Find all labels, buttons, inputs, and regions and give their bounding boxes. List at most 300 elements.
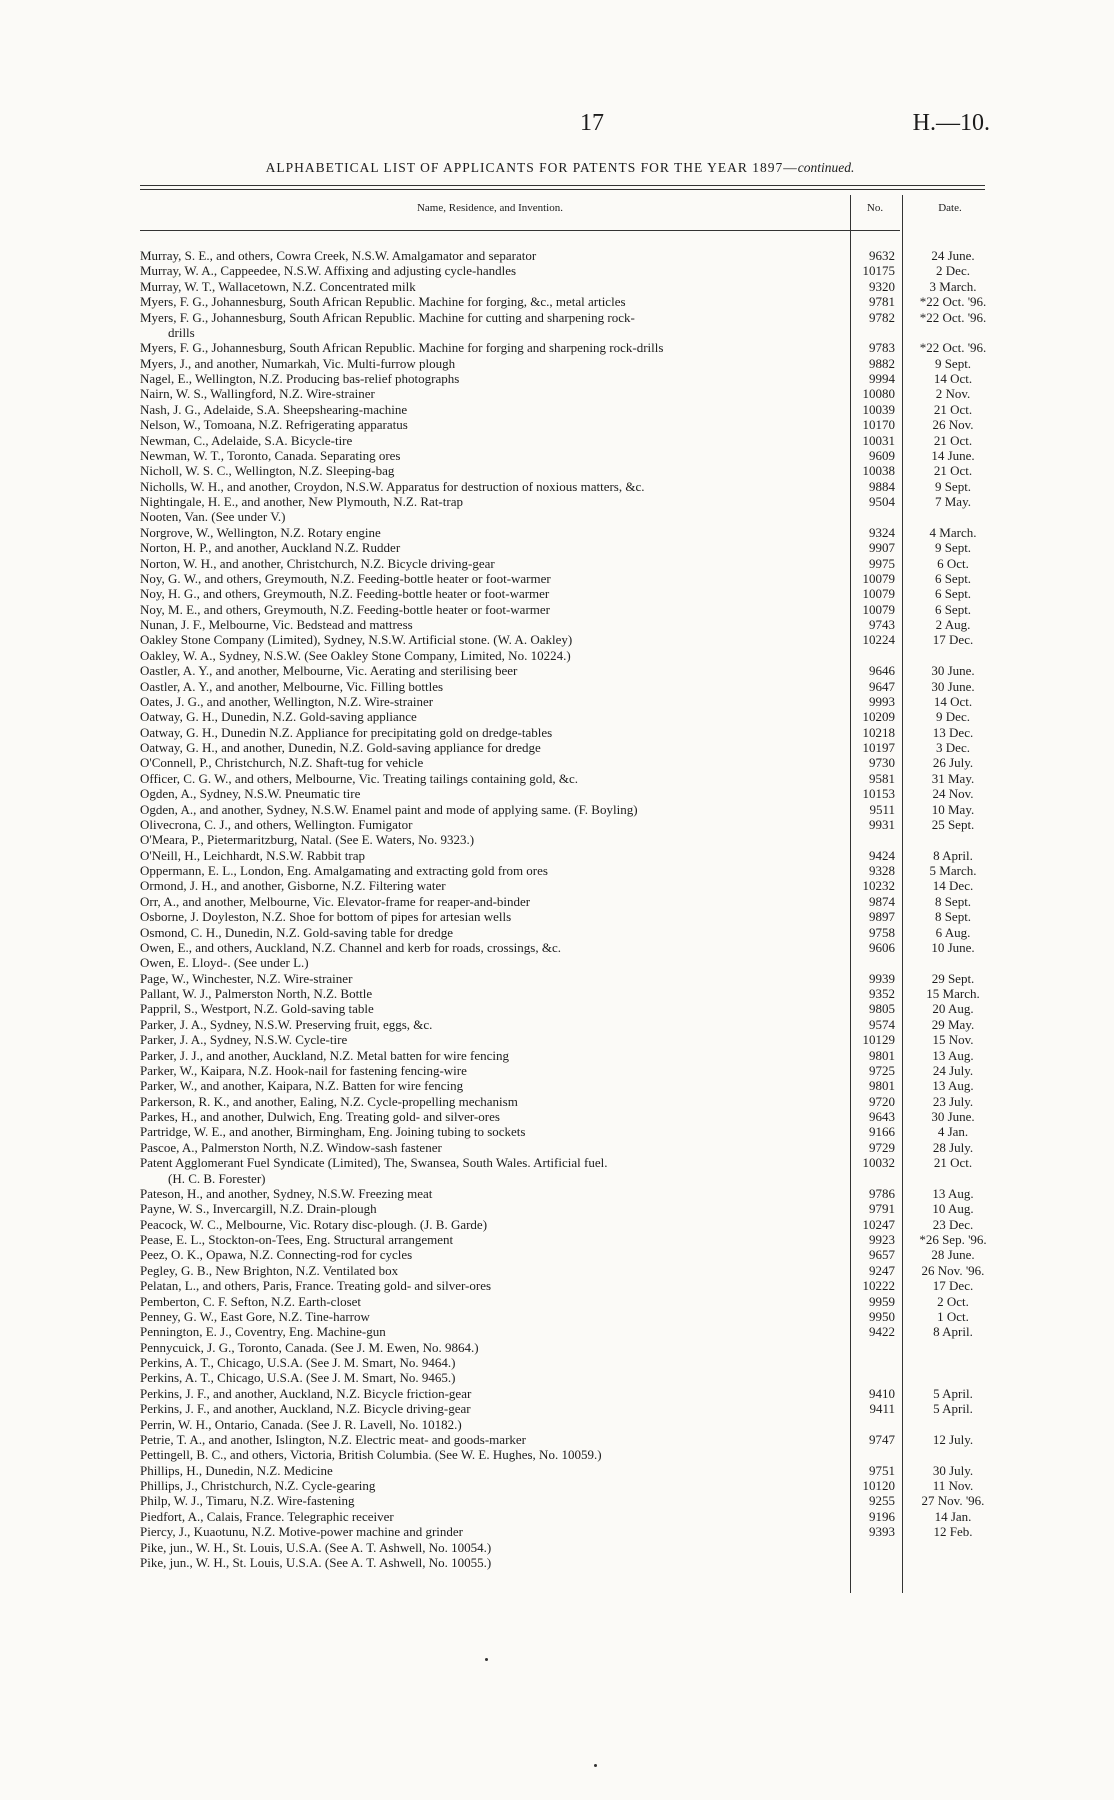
entry-date: 8 April. [933, 1324, 973, 1340]
list-item [140, 433, 1000, 448]
entry-text: Ormond, J. H., and another, Gisborne, N.Z. Filtering water [140, 878, 446, 894]
list-item [140, 1247, 1000, 1262]
entry-text: Nash, J. G., Adelaide, S.A. Sheepshearing-machine [140, 401, 408, 417]
entry-text: Murray, W. A., Cappeedee, N.S.W. Affixing and adjusting cycle-handles [140, 263, 517, 279]
entry-text: Oatway, G. H., and another, Dunedin, N.Z. Gold-saving appliance for dredge [140, 740, 541, 755]
header-rule-top [140, 185, 985, 186]
entry-date: 30 July. [932, 1462, 974, 1478]
page-mark [594, 1764, 597, 1767]
list-item [140, 1263, 1000, 1278]
list-item [140, 1340, 1000, 1355]
list-item [140, 1186, 1000, 1201]
entry-date: 14 Jan. [934, 1508, 972, 1524]
list-item [140, 602, 1000, 617]
entry-date: 15 Nov. [932, 1032, 974, 1048]
list-item [140, 556, 1000, 571]
list-item [140, 1001, 1000, 1016]
document-code: H.—10. [912, 110, 990, 136]
entry-number: 10175 [862, 263, 895, 279]
entry-text: Pike, jun., W. H., St. Louis, U.S.A. (See A. T. Ashwell, No. 10055.) [140, 1554, 492, 1570]
entry-date: 6 Sept. [934, 570, 972, 586]
entry-text: Noy, M. E., and others, Greymouth, N.Z. Feeding-bottle heater or foot-warmer [140, 601, 550, 617]
list-item [140, 417, 1000, 432]
entry-number: 9994 [869, 371, 895, 386]
list-item [140, 986, 1000, 1001]
entry-number: 9939 [869, 970, 895, 986]
header-rule-top-double [140, 189, 985, 190]
entry-number: 9783 [869, 340, 895, 356]
entry-date: 2 Oct. [937, 1293, 969, 1309]
entry-text: (H. C. B. Forester) [168, 1170, 266, 1186]
entry-text: Pallant, W. J., Palmerston North, N.Z. Bottle [140, 986, 373, 1001]
entry-date: 15 March. [926, 986, 980, 1001]
list-item [140, 1555, 1000, 1570]
list-item [140, 1478, 1000, 1493]
entry-date: *22 Oct. '96. [919, 294, 987, 310]
entry-text: Osborne, J. Doyleston, N.Z. Shoe for bottom of pipes for artesian wells [140, 909, 512, 925]
entry-number: 9328 [869, 863, 895, 878]
entry-number: 9801 [869, 1078, 895, 1094]
entry-text: Pettingell, B. C., and others, Victoria, British Columbia. (See W. E. Hughes, No. 10059.) [140, 1447, 602, 1463]
entry-date: 21 Oct. [933, 401, 973, 417]
entry-text: Perkins, J. F., and another, Auckland, N.Z. Bicycle driving-gear [140, 1401, 471, 1417]
list-item [140, 663, 1000, 678]
list-item [140, 1432, 1000, 1447]
entry-number: 9923 [869, 1232, 895, 1247]
list-item [140, 1401, 1000, 1416]
list-item [140, 1017, 1000, 1032]
column-header-name: Name, Residence, and Invention. [416, 202, 563, 214]
entry-date: *22 Oct. '96. [919, 309, 987, 325]
list-item [140, 571, 1000, 586]
entry-date: 9 Sept. [934, 478, 972, 494]
entry-text: Philp, W. J., Timaru, N.Z. Wire-fastening [140, 1493, 355, 1509]
page-title [140, 160, 980, 176]
entry-date: 3 Dec. [936, 740, 970, 755]
entry-text: Nairn, W. S., Wallingford, N.Z. Wire-strainer [140, 386, 375, 402]
list-item [140, 540, 1000, 555]
entry-text: Pemberton, C. F. Sefton, N.Z. Earth-closet [140, 1293, 362, 1309]
entry-date: 14 Oct. [933, 371, 973, 386]
list-item [140, 632, 1000, 647]
entry-text: Orr, A., and another, Melbourne, Vic. Elevator-frame for reaper-and-binder [140, 893, 531, 909]
list-item [140, 310, 1000, 325]
entry-number: 10218 [862, 724, 895, 740]
entry-number: 9574 [869, 1016, 895, 1032]
list-item [140, 1355, 1000, 1370]
entry-text: Oastler, A. Y., and another, Melbourne, Vic. Aerating and sterilising beer [140, 663, 518, 679]
entry-text: Myers, F. G., Johannesburg, South African Republic. Machine for cutting and sharpening rock- [140, 309, 635, 325]
entry-number: 9884 [869, 478, 895, 494]
entry-number: 9720 [869, 1093, 895, 1109]
entry-text: drills [168, 324, 195, 340]
entry-text: Nooten, Van. (See under V.) [140, 509, 286, 525]
entry-text: Norton, W. H., and another, Christchurch, N.Z. Bicycle driving-gear [140, 555, 495, 571]
list-item [140, 1109, 1000, 1124]
entry-date: 30 June. [931, 663, 975, 679]
list-item [140, 694, 1000, 709]
entry-number: 10170 [862, 417, 895, 433]
list-item [140, 1463, 1000, 1478]
entry-number: 9166 [869, 1124, 895, 1140]
entry-date: 26 July. [932, 755, 974, 771]
list-item [140, 463, 1000, 478]
entry-number: 9411 [869, 1401, 895, 1417]
entry-date: 12 July. [932, 1431, 974, 1447]
entry-date: 30 June. [931, 678, 975, 694]
entry-text: Ogden, A., and another, Sydney, N.S.W. Enamel paint and mode of applying same. (F. Boyling) [140, 801, 638, 817]
entry-text: Parker, W., Kaipara, N.Z. Hook-nail for fastening fencing-wire [140, 1062, 467, 1078]
entry-number: 9511 [869, 801, 895, 817]
list-item [140, 679, 1000, 694]
entry-date: 6 Oct. [937, 555, 969, 571]
entry-number: 9581 [869, 770, 895, 786]
entry-date: 13 Aug. [932, 1078, 974, 1094]
entry-date: 9 Dec. [936, 709, 970, 725]
entry-number: 10039 [862, 401, 895, 417]
list-item [140, 894, 1000, 909]
entry-date: 26 Nov. [932, 417, 974, 433]
entry-number: 9758 [869, 924, 895, 940]
entry-date: 13 Dec. [932, 724, 974, 740]
list-item [140, 1032, 1000, 1047]
entry-date: 17 Dec. [932, 632, 974, 648]
entry-text: Peacock, W. C., Melbourne, Vic. Rotary disc-plough. (J. B. Garde) [140, 1216, 488, 1232]
list-item [140, 1124, 1000, 1139]
page-mark [485, 1658, 488, 1661]
entry-text: Newman, W. T., Toronto, Canada. Separating ores [140, 447, 401, 463]
entry-text: Oastler, A. Y., and another, Melbourne, Vic. Filling bottles [140, 678, 444, 694]
entry-number: 10232 [862, 878, 895, 894]
list-item [140, 479, 1000, 494]
entry-number: 9993 [869, 693, 895, 709]
list-item [140, 1324, 1000, 1339]
list-item [140, 848, 1000, 863]
list-item [140, 1140, 1000, 1155]
entry-text: Norgrove, W., Wellington, N.Z. Rotary engine [140, 524, 381, 540]
list-item [140, 832, 1000, 847]
entry-number: 9424 [869, 847, 895, 863]
entry-number: 10153 [862, 786, 895, 802]
entry-text: Olivecrona, C. J., and others, Wellington. Fumigator [140, 816, 413, 832]
entry-date: 25 Sept. [931, 816, 975, 832]
list-item [140, 356, 1000, 371]
list-item [140, 1386, 1000, 1401]
list-item [140, 925, 1000, 940]
list-item [140, 1447, 1000, 1462]
list-item [140, 817, 1000, 832]
entry-number: 9632 [869, 248, 895, 263]
entry-date: 14 June. [931, 447, 975, 463]
entry-number: 9657 [869, 1247, 895, 1263]
entry-number: 9255 [869, 1493, 895, 1509]
title-text: ALPHABETICAL LIST OF APPLICANTS FOR PATENTS FOR THE YEAR 1897— [265, 160, 798, 175]
entry-text: Nunan, J. F., Melbourne, Vic. Bedstead and mattress [140, 617, 413, 632]
entry-text: Oates, J. G., and another, Wellington, N.Z. Wire-strainer [140, 693, 434, 709]
entry-number: 9729 [869, 1139, 895, 1155]
list-item [140, 386, 1000, 401]
entry-text: Phillips, J., Christchurch, N.Z. Cycle-gearing [140, 1478, 376, 1493]
entry-text: Noy, G. W., and others, Greymouth, N.Z. Feeding-bottle heater or foot-warmer [140, 570, 551, 586]
entry-number: 9352 [869, 986, 895, 1001]
entry-text: Osmond, C. H., Dunedin, N.Z. Gold-saving table for dredge [140, 924, 454, 940]
entry-text: Pelatan, L., and others, Paris, France. Treating gold- and silver-ores [140, 1278, 492, 1294]
entry-number: 10222 [862, 1278, 895, 1294]
entry-date: 10 June. [931, 939, 975, 955]
list-item [140, 1540, 1000, 1555]
entry-date: 1 Oct. [937, 1308, 969, 1324]
entry-text: Oatway, G. H., Dunedin N.Z. Appliance for precipitating gold on dredge-tables [140, 724, 553, 740]
entry-number: 9791 [869, 1201, 895, 1217]
list-item [140, 1232, 1000, 1247]
entry-date: 28 July. [932, 1139, 974, 1155]
entry-date: 10 May. [931, 801, 975, 817]
entry-date: 4 Jan. [937, 1124, 969, 1140]
entry-text: Pascoe, A., Palmerston North, N.Z. Window-sash fastener [140, 1139, 442, 1155]
list-item [140, 1063, 1000, 1078]
entry-number: 9422 [869, 1324, 895, 1340]
entry-date: 8 Sept. [934, 909, 972, 925]
entry-number: 10209 [862, 709, 895, 725]
entry-number: 9747 [869, 1431, 895, 1447]
column-header-date: Date. [938, 202, 962, 214]
entry-text: Oakley Stone Company (Limited), Sydney, N.S.W. Artificial stone. (W. A. Oakley) [140, 632, 573, 648]
entry-text: Nicholls, W. H., and another, Croydon, N.S.W. Apparatus for destruction of noxious matters, &c. [140, 478, 645, 494]
entry-number: 9781 [869, 294, 895, 310]
entry-date: 2 Dec. [936, 263, 970, 279]
entry-date: 3 March. [929, 278, 977, 294]
list-item [140, 1278, 1000, 1293]
entry-date: 21 Oct. [933, 432, 973, 448]
list-item [140, 771, 1000, 786]
entry-date: 29 Sept. [931, 970, 975, 986]
entry-date: 10 Aug. [932, 1201, 974, 1217]
entry-date: 2 Aug. [935, 617, 971, 632]
entry-text: Oatway, G. H., Dunedin, N.Z. Gold-saving appliance [140, 709, 417, 725]
entry-date: 23 July. [932, 1093, 974, 1109]
entry-number: 9643 [869, 1109, 895, 1124]
entry-text: Nagel, E., Wellington, N.Z. Producing bas-relief photographs [140, 371, 460, 386]
entry-text: Pease, E. L., Stockton-on-Tees, Eng. Structural arrangement [140, 1232, 454, 1247]
entry-number: 9730 [869, 755, 895, 771]
entry-text: Petrie, T. A., and another, Islington, N.Z. Electric meat- and goods-marker [140, 1431, 526, 1447]
entry-text: Parker, W., and another, Kaipara, N.Z. Batten for wire fencing [140, 1078, 464, 1094]
column-header-no: No. [866, 202, 884, 214]
entry-number: 9410 [869, 1385, 895, 1401]
entry-number: 9897 [869, 909, 895, 925]
entry-text: Piedfort, A., Calais, France. Telegraphic receiver [140, 1508, 394, 1524]
entry-number: 9324 [869, 524, 895, 540]
entry-text: Pike, jun., W. H., St. Louis, U.S.A. (See A. T. Ashwell, No. 10054.) [140, 1539, 492, 1555]
entry-number: 9874 [869, 893, 895, 909]
list-item [140, 909, 1000, 924]
entry-number: 10079 [862, 586, 895, 602]
entry-text: Parker, J. A., Sydney, N.S.W. Preserving fruit, eggs, &c. [140, 1016, 433, 1032]
entry-date: 5 April. [933, 1385, 973, 1401]
entry-text: Nelson, W., Tomoana, N.Z. Refrigerating apparatus [140, 417, 408, 433]
list-item [140, 1370, 1000, 1385]
entry-text: Parkes, H., and another, Dulwich, Eng. Treating gold- and silver-ores [140, 1109, 500, 1124]
entry-date: 24 June. [931, 248, 975, 263]
entry-number: 9247 [869, 1262, 895, 1278]
entry-number: 9882 [869, 355, 895, 371]
list-item [140, 786, 1000, 801]
entry-date: 11 Nov. [932, 1478, 974, 1493]
entry-text: Page, W., Winchester, N.Z. Wire-strainer [140, 970, 353, 986]
list-item [140, 294, 1000, 309]
entry-number: 9647 [869, 678, 895, 694]
entry-number: 9805 [869, 1001, 895, 1017]
entry-date: 13 Aug. [932, 1185, 974, 1201]
entry-date: 6 Sept. [934, 586, 972, 602]
list-item [140, 940, 1000, 955]
list-item [140, 725, 1000, 740]
entry-number: 9975 [869, 555, 895, 571]
entry-number: 10197 [862, 740, 895, 755]
entry-number: 9950 [869, 1308, 895, 1324]
entry-text: Patent Agglomerant Fuel Syndicate (Limited), The, Swansea, South Wales. Artificial fuel. [140, 1155, 608, 1171]
entry-text: Partridge, W. E., and another, Birmingham, Eng. Joining tubing to sockets [140, 1124, 526, 1140]
entry-number: 10120 [862, 1478, 895, 1493]
header-rule-bottom-name [140, 230, 900, 231]
list-item [140, 325, 1000, 340]
entry-date: 6 Sept. [934, 601, 972, 617]
entry-text: Murray, W. T., Wallacetown, N.Z. Concentrated milk [140, 278, 416, 294]
entry-text: O'Meara, P., Pietermaritzburg, Natal. (See E. Waters, No. 9323.) [140, 832, 475, 848]
list-item [140, 1493, 1000, 1508]
entry-number: 9743 [869, 617, 895, 632]
entry-text: Nightingale, H. E., and another, New Plymouth, N.Z. Rat-trap [140, 494, 463, 509]
entry-date: 17 Dec. [932, 1278, 974, 1294]
entry-date: 29 May. [931, 1016, 975, 1032]
entry-text: Pappril, S., Westport, N.Z. Gold-saving table [140, 1001, 374, 1017]
list-item [140, 448, 1000, 463]
entry-text: Phillips, H., Dunedin, N.Z. Medicine [140, 1462, 333, 1478]
entry-text: Payne, W. S., Invercargill, N.Z. Drain-plough [140, 1201, 377, 1217]
entry-text: Newman, C., Adelaide, S.A. Bicycle-tire [140, 432, 353, 448]
list-item [140, 1155, 1000, 1170]
entry-date: 24 Nov. [932, 786, 974, 802]
entry-date: 13 Aug. [932, 1047, 974, 1063]
list-item [140, 1201, 1000, 1216]
entry-number: 9786 [869, 1185, 895, 1201]
entry-number: 10079 [862, 570, 895, 586]
entry-text: Parker, J. J., and another, Auckland, N.Z. Metal batten for wire fencing [140, 1047, 509, 1063]
entry-text: Parkerson, R. K., and another, Ealing, N.Z. Cycle-propelling mechanism [140, 1093, 518, 1109]
entry-number: 9801 [869, 1047, 895, 1063]
entry-date: *22 Oct. '96. [919, 340, 987, 356]
entry-date: 7 May. [935, 494, 971, 509]
entry-date: 21 Oct. [933, 463, 973, 479]
entry-date: 14 Dec. [932, 878, 974, 894]
entry-text: Owen, E., and others, Auckland, N.Z. Channel and kerb for roads, crossings, &c. [140, 939, 561, 955]
entry-text: Owen, E. Lloyd-. (See under L.) [140, 955, 309, 971]
list-item [140, 802, 1000, 817]
entry-text: Oakley, W. A., Sydney, N.S.W. (See Oakley Stone Company, Limited, No. 10224.) [140, 647, 571, 663]
entry-number: 9725 [869, 1062, 895, 1078]
list-item [140, 740, 1000, 755]
entry-number: 10079 [862, 601, 895, 617]
list-item [140, 1309, 1000, 1324]
entry-number: 9646 [869, 663, 895, 679]
list-item [140, 863, 1000, 878]
entry-text: Myers, F. G., Johannesburg, South African Republic. Machine for forging and sharpening rock-drills [140, 340, 664, 356]
entry-date: 28 June. [931, 1247, 975, 1263]
entry-number: 10038 [862, 463, 895, 479]
entry-date: 2 Nov. [935, 386, 971, 402]
entry-date: 14 Oct. [933, 693, 973, 709]
list-item [140, 248, 1000, 263]
entry-text: Perkins, J. F., and another, Auckland, N.Z. Bicycle friction-gear [140, 1385, 472, 1401]
entry-date: 5 March. [929, 863, 977, 878]
entry-number: 9782 [869, 309, 895, 325]
entry-number: 9393 [869, 1524, 895, 1540]
list-item [140, 755, 1000, 770]
entry-text: Penney, G. W., East Gore, N.Z. Tine-harrow [140, 1308, 370, 1324]
list-item [140, 648, 1000, 663]
entry-text: O'Connell, P., Christchurch, N.Z. Shaft-tug for vehicle [140, 755, 424, 771]
list-item [140, 371, 1000, 386]
entry-text: Peez, O. K., Opawa, N.Z. Connecting-rod for cycles [140, 1247, 413, 1263]
entry-text: Perkins, A. T., Chicago, U.S.A. (See J. M. Smart, No. 9464.) [140, 1355, 456, 1370]
list-item [140, 340, 1000, 355]
entry-number: 9504 [869, 494, 895, 509]
entry-date: 23 Dec. [932, 1216, 974, 1232]
list-item [140, 279, 1000, 294]
entry-text: Pegley, G. B., New Brighton, N.Z. Ventilated box [140, 1262, 399, 1278]
entry-text: Pennington, E. J., Coventry, Eng. Machine-gun [140, 1324, 386, 1340]
entry-number: 10032 [862, 1155, 895, 1171]
entry-text: Oppermann, E. L., London, Eng. Amalgamating and extracting gold from ores [140, 863, 548, 878]
entry-date: 8 Sept. [934, 893, 972, 909]
entry-number: 10031 [862, 432, 895, 448]
entry-text: Piercy, J., Kuaotunu, N.Z. Motive-power machine and grinder [140, 1524, 463, 1540]
list-item [140, 1509, 1000, 1524]
entry-text: Perkins, A. T., Chicago, U.S.A. (See J. M. Smart, No. 9465.) [140, 1370, 456, 1386]
entry-text: Myers, J., and another, Numarkah, Vic. Multi-furrow plough [140, 355, 456, 371]
list-item [140, 494, 1000, 509]
entry-date: 8 April. [933, 847, 973, 863]
entry-date: *26 Sep. '96. [919, 1232, 987, 1247]
list-item [140, 1171, 1000, 1186]
entry-date: 31 May. [931, 770, 975, 786]
entry-number: 9959 [869, 1293, 895, 1309]
list-item [140, 955, 1000, 970]
entry-text: Murray, S. E., and others, Cowra Creek, N.S.W. Amalgamator and separator [140, 248, 537, 263]
entry-number: 9907 [869, 540, 895, 556]
list-item [140, 263, 1000, 278]
entry-text: O'Neill, H., Leichhardt, N.S.W. Rabbit trap [140, 847, 365, 863]
entry-number: 9196 [869, 1508, 895, 1524]
list-item [140, 1078, 1000, 1093]
entry-date: 5 April. [933, 1401, 973, 1417]
entry-text: Nicholl, W. S. C., Wellington, N.Z. Sleeping-bag [140, 463, 395, 479]
entry-text: Perrin, W. H., Ontario, Canada. (See J. R. Lavell, No. 10182.) [140, 1416, 462, 1432]
entry-date: 24 July. [932, 1062, 974, 1078]
entry-number: 10080 [862, 386, 895, 402]
entry-text: Pateson, H., and another, Sydney, N.S.W. Freezing meat [140, 1185, 433, 1201]
list-item [140, 509, 1000, 524]
list-item [140, 971, 1000, 986]
entry-text: Ogden, A., Sydney, N.S.W. Pneumatic tire [140, 786, 361, 802]
list-item [140, 709, 1000, 724]
list-item [140, 586, 1000, 601]
entry-text: Myers, F. G., Johannesburg, South African Republic. Machine for forging, &c., metal articles [140, 294, 626, 310]
list-item [140, 617, 1000, 632]
entry-text: Officer, C. G. W., and others, Melbourne, Vic. Treating tailings containing gold, &c. [140, 770, 578, 786]
page-number: 17 [580, 110, 604, 136]
entry-number: 9751 [869, 1462, 895, 1478]
